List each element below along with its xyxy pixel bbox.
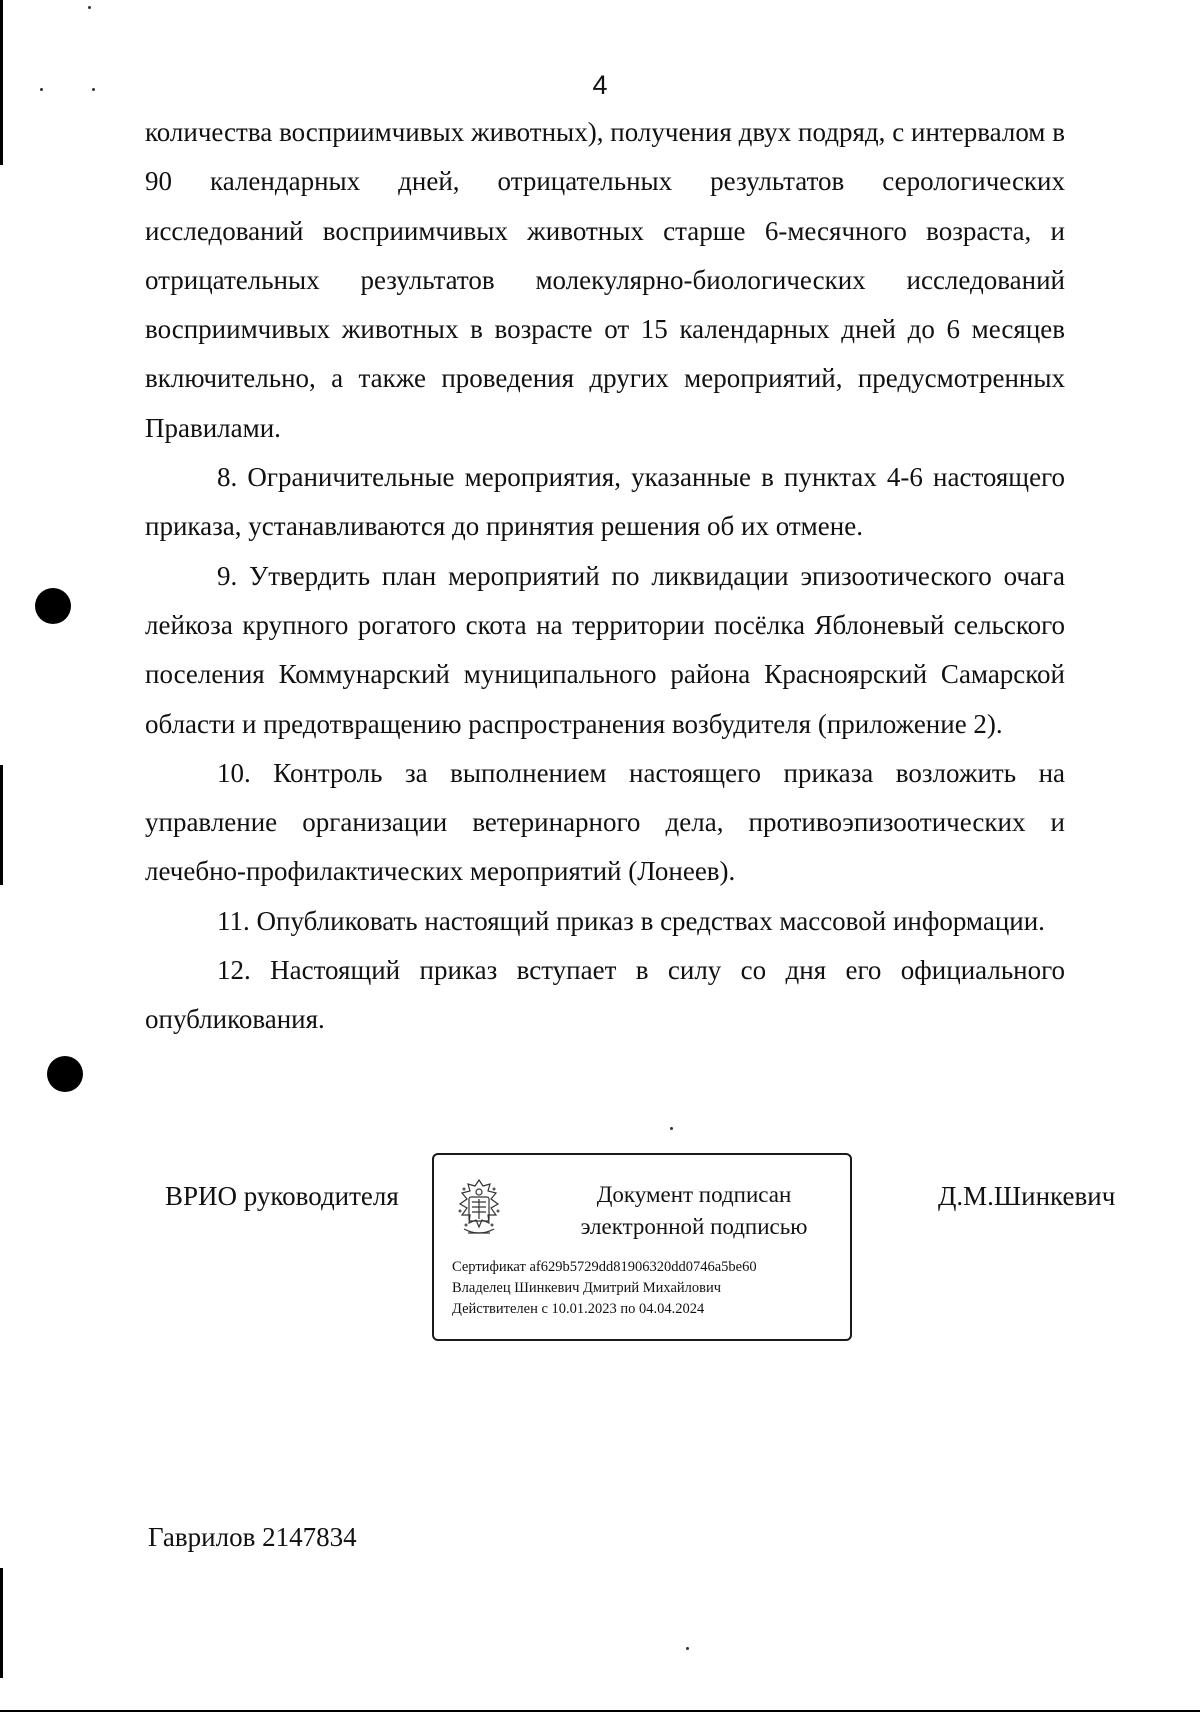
paragraph-item-10: 10. Контроль за выполнением настоящего приказа возложить на управление организации ветеринарного дела, противоэпизоотических и лечебно-профилактических мероприятий (Лонеев). — [145, 757, 1065, 887]
paragraph-item-11: 11. Опубликовать настоящий приказ в средствах массовой информации. — [217, 905, 1045, 936]
coat-of-arms-icon — [452, 1177, 506, 1243]
stamp-certificate: Сертификат af629b5729dd81906320dd0746a5be60 — [452, 1259, 757, 1275]
punch-hole-upper — [35, 588, 71, 624]
page-number: 4 — [592, 70, 608, 100]
scan-edge-line-bottom — [0, 1710, 1200, 1712]
scan-speck — [686, 1647, 689, 1650]
signature-block — [0, 1153, 1200, 1343]
document-body — [145, 108, 1065, 1045]
stamp-title-line1: Документ подписан — [596, 1182, 792, 1207]
scan-speck — [670, 1127, 673, 1130]
paragraph-item-8: 8. Ограничительные мероприятия, указанные в пунктах 4-6 настоящего приказа, устанавливаются до принятия решения об их отмене. — [145, 462, 1065, 542]
scan-edge-mark-middle — [0, 765, 3, 885]
stamp-owner: Владелец Шинкевич Дмитрий Михайлович — [452, 1280, 722, 1296]
signatory-position: ВРИО руководителя — [165, 1181, 399, 1211]
signatory-name: Д.М.Шинкевич — [938, 1181, 1116, 1211]
stamp-title-line2: электронной подписью — [580, 1214, 808, 1239]
stamp-details — [452, 1257, 757, 1320]
scan-edge-mark-bottom — [0, 1568, 3, 1678]
stamp-validity: Действителен с 10.01.2023 по 04.04.2024 — [452, 1301, 705, 1317]
punch-hole-lower — [47, 1056, 83, 1092]
electronic-signature-stamp — [432, 1153, 852, 1341]
paragraph-continuation: количества восприимчивых животных), получения двух подряд, с интервалом в 90 календарных дней, отрицательных результатов серологических исследований восприимчивых животных старше 6-месячного возраста, и отрицательных результатов молекулярно-биологических исследований восприимчивых животных в возрасте от 15 календарных дней до 6 месяцев включительно, а также проведения других мероприятий, предусмотренных Правилами. — [145, 117, 1065, 443]
executor-info: Гаврилов 2147834 — [148, 1522, 357, 1552]
paragraph-item-9: 9. Утвердить план мероприятий по ликвидации эпизоотического очага лейкоза крупного рогатого скота на территории посёлка Яблоневый сельского поселения Коммунарский муниципального района Красноярский Самарской области и предотвращению распространения возбудителя (приложение 2). — [145, 560, 1065, 739]
stamp-title — [544, 1179, 844, 1243]
scan-speck — [88, 6, 91, 9]
paragraph-item-12: 12. Настоящий приказ вступает в силу со дня его официального опубликования. — [145, 955, 1065, 1035]
